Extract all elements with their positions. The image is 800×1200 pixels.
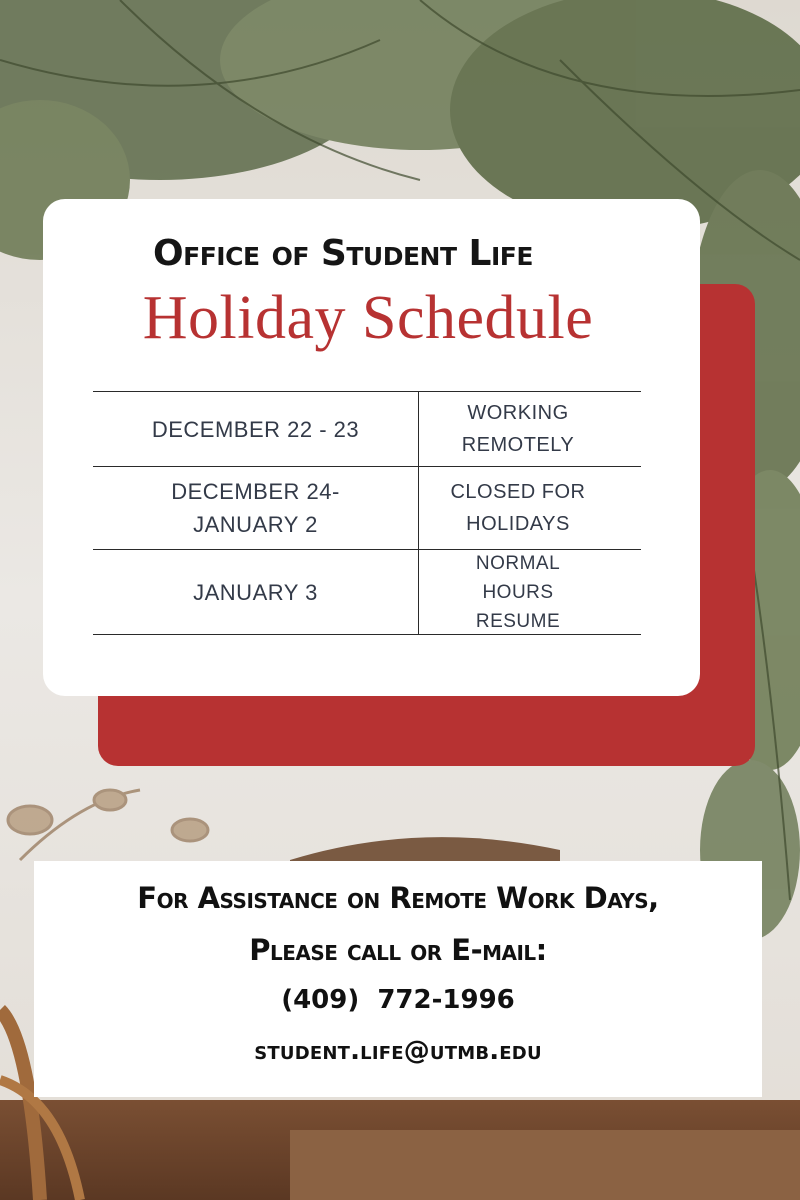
call-email-text: Please call or E-mail: [249,933,547,967]
office-title: Office of Student Life [153,233,533,274]
schedule-table [93,391,641,635]
holiday-schedule-heading: Holiday Schedule [142,284,594,352]
schedule-status: CLOSED FOR HOLIDAYS [418,467,617,549]
schedule-dates: JANUARY 3 [193,579,318,605]
email-address[interactable]: student.life@utmb.edu [254,1036,542,1066]
schedule-dates: DECEMBER 22 - 23 [151,416,360,442]
schedule-status: NORMAL HOURS RESUME [418,550,617,634]
phone-number[interactable]: (409) 772-1996 [281,985,515,1015]
schedule-dates: DECEMBER 24- JANUARY 2 [171,479,340,537]
schedule-status: WORKING REMOTELY [418,392,617,466]
schedule-row [93,391,641,466]
contact-panel [34,861,762,1097]
assistance-text: For Assistance on Remote Work Days, [137,881,659,915]
schedule-row [93,549,641,635]
schedule-row [93,466,641,549]
schedule-card [43,199,700,696]
